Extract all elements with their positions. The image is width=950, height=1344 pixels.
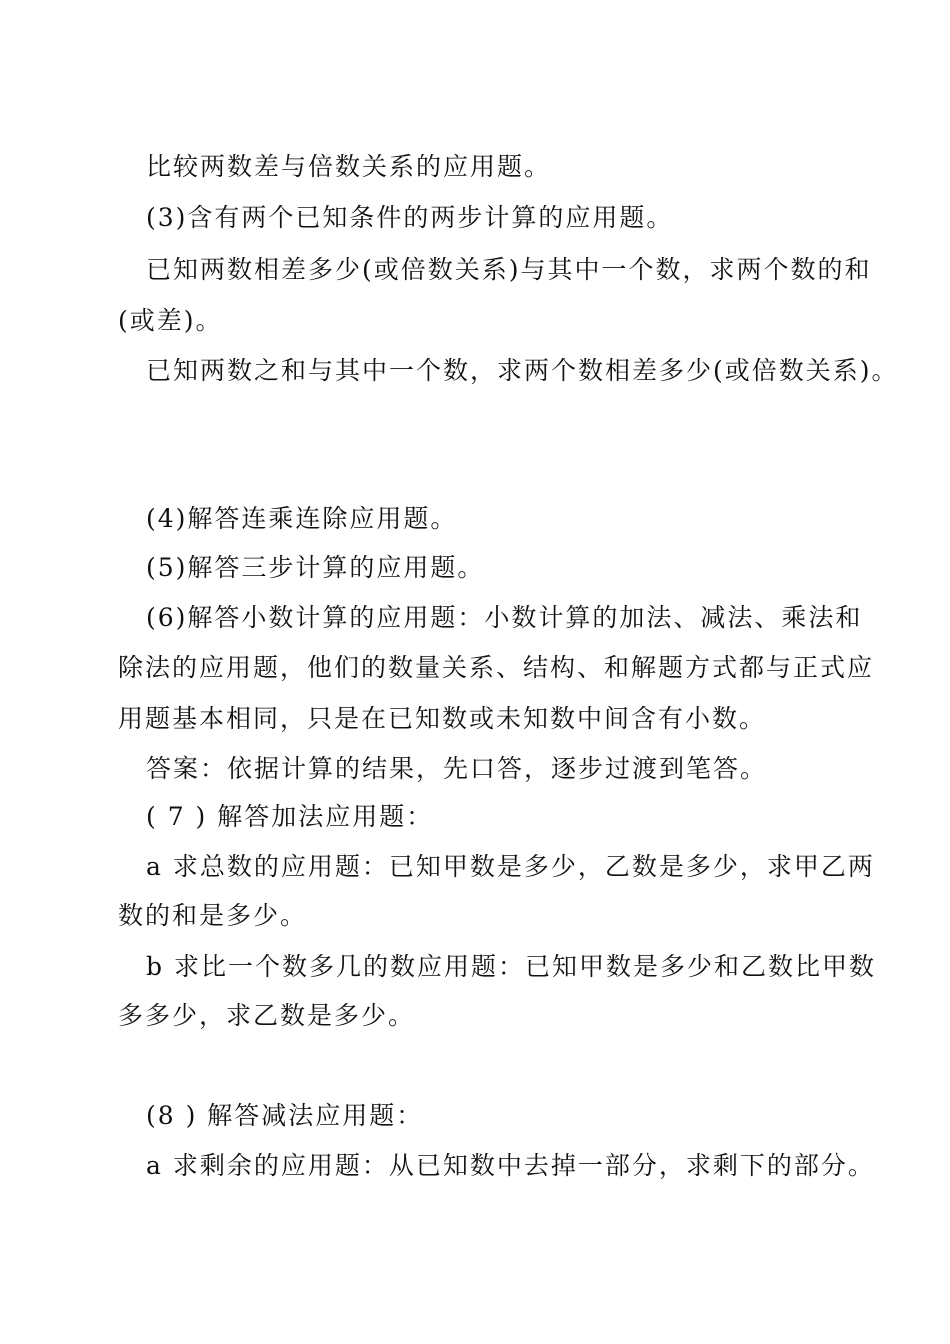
text-line: (4)解答连乘连除应用题。 [146,504,458,533]
text-line: (8 ) 解答减法应用题： [146,1101,424,1130]
text-line: (6)解答小数计算的应用题：小数计算的加法、减法、乘法和 [146,603,863,632]
text-line: 已知两数相差多少(或倍数关系)与其中一个数，求两个数的和 [146,255,872,284]
text-line: 数的和是多少。 [118,901,308,930]
text-line: b 求比一个数多几的数应用题：已知甲数是多少和乙数比甲数 [146,952,876,981]
text-line: 除法的应用题，他们的数量关系、结构、和解题方式都与正式应 [118,653,875,682]
text-line: 比较两数差与倍数关系的应用题。 [146,152,552,181]
text-line: 用题基本相同，只是在已知数或未知数中间含有小数。 [118,704,767,733]
text-line: (5)解答三步计算的应用题。 [146,553,485,582]
text-line: a 求总数的应用题：已知甲数是多少，乙数是多少，求甲乙两 [146,852,875,881]
text-line: (或差)。 [118,306,223,335]
text-line: ( 7 ) 解答加法应用题： [146,802,434,831]
text-line: 多多少，求乙数是多少。 [118,1001,416,1030]
text-line: 答案：依据计算的结果，先口答，逐步过渡到笔答。 [146,754,768,783]
text-line: 已知两数之和与其中一个数，求两个数相差多少(或倍数关系)。 [146,356,899,385]
text-line: a 求剩余的应用题：从已知数中去掉一部分，求剩下的部分。 [146,1151,875,1180]
text-line: (3)含有两个已知条件的两步计算的应用题。 [146,203,674,232]
